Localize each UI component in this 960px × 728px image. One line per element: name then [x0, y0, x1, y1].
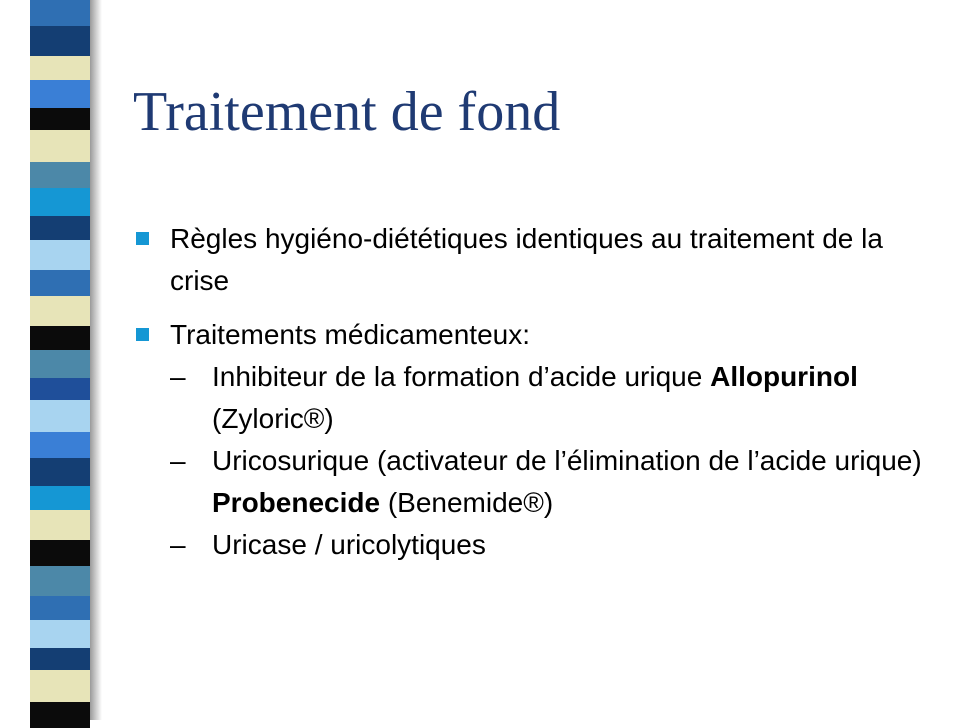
sub-item-text [212, 356, 926, 440]
sub-item-text [212, 440, 926, 524]
stripe-segment [30, 216, 90, 240]
dash-marker: – [170, 529, 186, 560]
sub-item-text-plain: Inhibiteur de la formation d’acide urique [212, 361, 711, 392]
stripe-segment [30, 540, 90, 566]
dash-marker: – [170, 445, 186, 476]
stripe-segment [30, 130, 90, 162]
stripe-segment [30, 432, 90, 458]
square-bullet-icon [136, 328, 149, 341]
bullet-item [136, 218, 926, 302]
stripe-segment [30, 648, 90, 670]
stripe-shadow [90, 0, 102, 720]
stripe-segment [30, 566, 90, 596]
drug-name-bold: Allopurinol [710, 361, 858, 392]
sub-list [170, 356, 926, 566]
sub-list-item [170, 524, 926, 566]
slide-content [136, 218, 926, 578]
stripe-segment [30, 270, 90, 296]
stripe-segment [30, 326, 90, 350]
square-bullet-icon [136, 232, 149, 245]
stripe-segment [30, 108, 90, 130]
stripe-segment [30, 56, 90, 80]
stripe-segment [30, 378, 90, 400]
stripe-segment [30, 26, 90, 56]
bullet-item [136, 314, 926, 566]
stripe-segment [30, 350, 90, 378]
stripe-segment [30, 670, 90, 702]
stripe-segment [30, 240, 90, 270]
stripe-segment [30, 296, 90, 326]
stripe-segment [30, 702, 90, 728]
stripe-segment [30, 0, 90, 26]
bullet-text: Traitements médicamenteux: [170, 319, 530, 350]
stripe-segment [30, 486, 90, 510]
stripe-segment [30, 400, 90, 432]
stripe-segment [30, 188, 90, 216]
sub-item-text-plain: Uricosurique (activateur de l’élimination de l’acide urique) [212, 445, 922, 476]
stripe-segment [30, 162, 90, 188]
sub-item-text-suffix: (Zyloric®) [212, 403, 334, 434]
stripe-segment [30, 620, 90, 648]
sub-list-item [170, 356, 926, 440]
decorative-stripe-bar [30, 0, 90, 720]
drug-name-bold: Probenecide [212, 487, 381, 518]
stripe-segment [30, 510, 90, 540]
stripe-segment [30, 80, 90, 108]
sub-item-text [212, 524, 926, 566]
slide-title: Traitement de fond [133, 81, 561, 143]
sub-item-text-suffix: (Benemide®) [380, 487, 554, 518]
bullet-text: Règles hygiéno-diététiques identiques au traitement de la crise [170, 223, 883, 296]
dash-marker: – [170, 361, 186, 392]
stripe-segment [30, 458, 90, 486]
sub-list-item [170, 440, 926, 524]
stripe-segment [30, 596, 90, 620]
sub-item-text-plain: Uricase / uricolytiques [212, 529, 486, 560]
